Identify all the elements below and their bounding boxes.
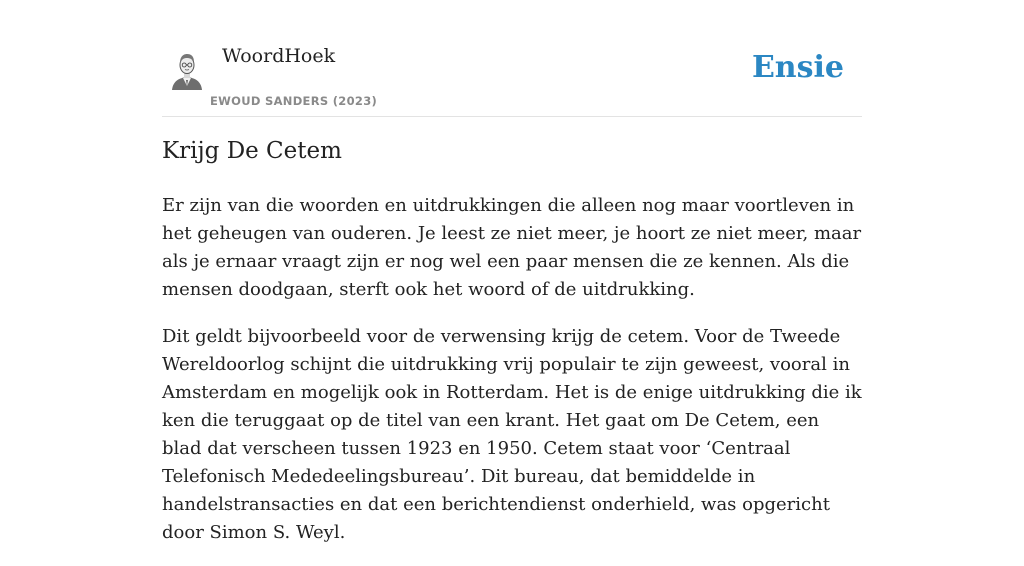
article-paragraph: Er zijn van die woorden en uitdrukkingen die alleen nog maar voortleven in het geheugen van ouderen. Je leest ze niet meer, je hoort ze niet meer, maar als je ernaar vraagt zijn er nog wel een paar mensen die ze kennen. Als die mensen doodgaan, sterft ook het woord of de uitdrukking. (162, 195, 862, 300)
author-byline: EWOUD SANDERS (2023) (210, 94, 378, 108)
author-portrait-icon[interactable] (170, 50, 204, 90)
article-title: Krijg De Cetem (162, 138, 342, 164)
article-body (162, 192, 864, 566)
header (162, 0, 862, 117)
brand-logo[interactable]: Ensie (751, 50, 844, 85)
article-paragraph: Dit geldt bijvoorbeeld voor de verwensing krijg de cetem. Voor de Tweede Wereldoorlog schijnt die uitdrukking vrij populair te zijn geweest, vooral in Amsterdam en mogelijk ook in Rotterdam. Het is de enige uitdrukking die ik ken die teruggaat op de titel van een krant. Het gaat om De Cetem, een blad dat verscheen tussen 1923 en 1950. Cetem staat voor ‘Centraal Telefonisch Mededeelingsbureau’. Dit bureau, dat bemiddelde in handelstransacties en dat een berichtendienst onderhield, was opgericht door Simon S. Weyl. (162, 326, 862, 543)
site-name[interactable]: WoordHoek (222, 45, 336, 67)
